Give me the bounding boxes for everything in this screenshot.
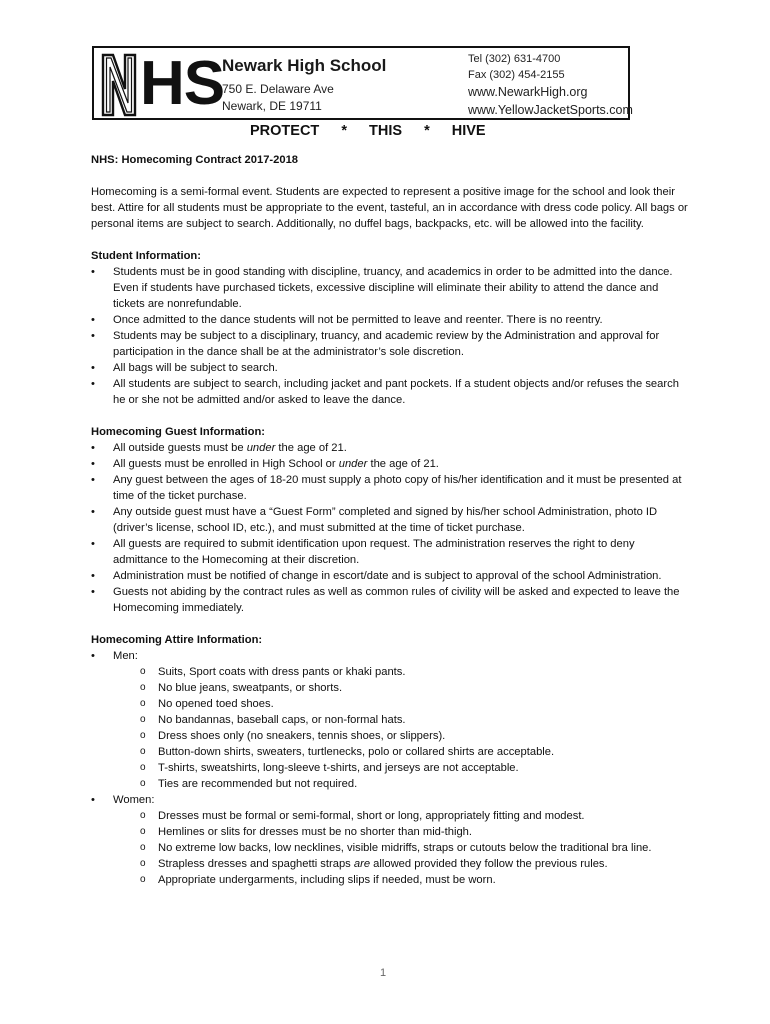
motto-word-2: THIS: [369, 123, 403, 139]
telephone: Tel (302) 631-4700: [468, 53, 561, 65]
list-item: • Guests not abiding by the contract rules as well as common rules of civility will be asked and expected to leave the Homecoming immediately.: [91, 584, 691, 616]
motto: [250, 123, 486, 139]
address-line-2: Newark, DE 19711: [222, 99, 322, 113]
list-item: • Any outside guest must have a “Guest Form” completed and signed by his/her school Administration, photo ID (driver’s license, school ID, etc.), and must submitted at the time of ticket purchase.: [91, 504, 691, 536]
men-rules: [113, 664, 691, 792]
motto-word-3: HIVE: [451, 123, 486, 139]
page-number: 1: [380, 967, 387, 979]
website-link: www.NewarkHigh.org: [468, 85, 588, 99]
list-item: o Strapless dresses and spaghetti straps are allowed provided they follow the previous rules.: [113, 856, 691, 872]
list-item: • All guests are required to submit identification upon request. The administration reserves the right to deny admittance to the Homecoming at their discretion.: [91, 536, 691, 568]
list-item: o Button-down shirts, sweaters, turtlenecks, polo or collared shirts are acceptable.: [113, 744, 691, 760]
men-label: Men:: [113, 650, 138, 662]
list-item: o No opened toed shoes.: [113, 696, 691, 712]
contract-title: NHS: Homecoming Contract 2017-2018: [91, 154, 299, 166]
list-item: o Dresses must be formal or semi-formal, short or long, appropriately fitting and modest.: [113, 808, 691, 824]
logo-hs-text: HS: [140, 49, 225, 118]
letterhead-box: [92, 46, 633, 120]
attire-heading: Homecoming Attire Information:: [91, 634, 263, 646]
list-item: o No bandannas, baseball caps, or non-formal hats.: [113, 712, 691, 728]
list-item: • Once admitted to the dance students will not be permitted to leave and reenter. There is no reentry.: [91, 312, 691, 328]
list-item: [91, 648, 691, 792]
list-item: o No blue jeans, sweatpants, or shorts.: [113, 680, 691, 696]
attire-list: [91, 648, 691, 888]
school-logo: [100, 49, 225, 118]
address-line-1: 750 E. Delaware Ave: [222, 82, 334, 96]
list-item: • Any guest between the ages of 18-20 must supply a photo copy of his/her identification and it must be presented at time of the ticket purchase.: [91, 472, 691, 504]
women-label: Women:: [113, 794, 155, 806]
contract-body: [91, 152, 691, 888]
list-item: o Ties are recommended but not required.: [113, 776, 691, 792]
list-item: o Suits, Sport coats with dress pants or khaki pants.: [113, 664, 691, 680]
fax: Fax (302) 454-2155: [468, 69, 565, 81]
list-item: • Administration must be notified of change in escort/date and is subject to approval of the school Administration.: [91, 568, 691, 584]
list-item: o T-shirts, sweatshirts, long-sleeve t-shirts, and jerseys are not acceptable.: [113, 760, 691, 776]
list-item: • All bags will be subject to search.: [91, 360, 691, 376]
sports-website-link: www.YellowJacketSports.com: [468, 103, 633, 117]
list-item: o Dress shoes only (no sneakers, tennis shoes, or slippers).: [113, 728, 691, 744]
motto-star-2: *: [424, 123, 430, 139]
student-list: [91, 264, 691, 408]
school-name: Newark High School: [222, 56, 387, 75]
list-item: o Appropriate undergarments, including slips if needed, must be worn.: [113, 872, 691, 888]
list-item: • All outside guests must be under the age of 21.: [91, 440, 691, 456]
list-item: o No extreme low backs, low necklines, visible midriffs, straps or cutouts below the traditional bra line.: [113, 840, 691, 856]
guest-heading: Homecoming Guest Information:: [91, 426, 266, 438]
motto-star-1: *: [341, 123, 347, 139]
list-item: • All guests must be enrolled in High School or under the age of 21.: [91, 456, 691, 472]
list-item: o Hemlines or slits for dresses must be no shorter than mid-thigh.: [113, 824, 691, 840]
motto-word-1: PROTECT: [250, 123, 320, 139]
list-item: • Students may be subject to a disciplinary, truancy, and academic review by the Administration and approval for participation in the dance shall be at the administrator’s sole discretion.: [91, 328, 691, 360]
logo-n-outline-icon: [100, 53, 138, 117]
women-rules: [113, 808, 691, 888]
list-item: [91, 792, 691, 888]
intro-paragraph: Homecoming is a semi-formal event. Students are expected to represent a positive image for the school and look their best. Attire for all students must be appropriate to the event, tasteful, an in accordance with dress code policy. All bags or personal items are subject to search. Additionally, no duffel bags, backpacks, etc. will be allowed into the facility.: [91, 186, 688, 230]
student-heading: Student Information:: [91, 250, 201, 262]
guest-list: [91, 440, 691, 616]
list-item: • Students must be in good standing with discipline, truancy, and academics in order to be admitted into the dance. Even if students have purchased tickets, excessive discipline will eliminate their ability to attend the dance and tickets are nonrefundable.: [91, 264, 691, 312]
list-item: • All students are subject to search, including jacket and pant pockets. If a student objects and/or refuses the search he or she not be admitted and/or asked to leave the dance.: [91, 376, 691, 408]
